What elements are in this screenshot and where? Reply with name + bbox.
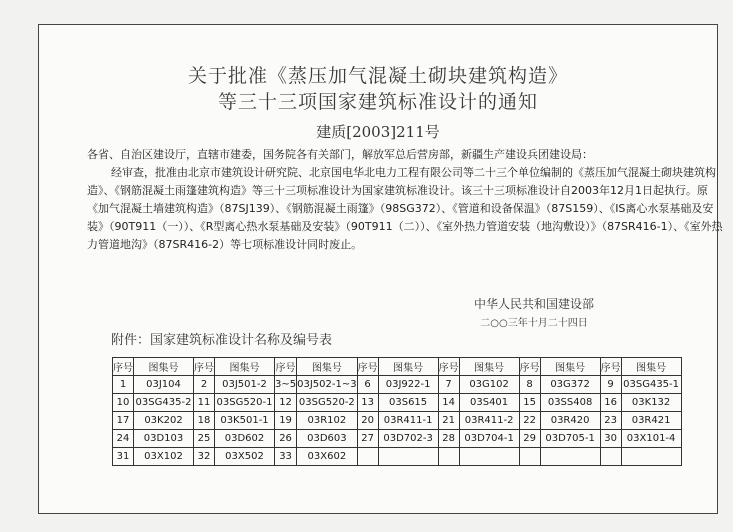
atlas-no-cell: 03K202 — [134, 412, 194, 430]
seq-no-cell: 18 — [194, 412, 215, 430]
table-row — [113, 376, 682, 394]
atlas-no-cell: 03X502 — [215, 448, 275, 466]
seq-no-cell: 3~5 — [275, 376, 297, 394]
atlas-no-cell: 03K501-1 — [215, 412, 275, 430]
notice-paragraph: 经审查，批准由北京市建筑设计研究院、北京国电华北电力工程有限公司等二十三个单位编制的《蒸压加气混凝土砌块建筑构造》、《钢筋混凝土雨篷建筑构造》等三十三项标准设计为国家建筑标准设计。该三十三项标准设计自2003年12月1日起执行。原《加气混凝土墙建筑构造》（87SJ139）、《钢筋混凝土雨篷》（98SG372）、《管道和设备保温》（87S159）、《IS离心水泵基础及安装》（90T911（一））、《R型离心热水泵基础及安装》（90T911（二））、《室外热力管道安装（地沟敷设）》（87SR416-1）、《室外热力管道地沟》（87SR416-2）等七项标准设计同时废止。 — [87, 166, 723, 251]
seq-no-cell: 17 — [113, 412, 134, 430]
seq-no-cell: 20 — [357, 412, 378, 430]
header-atlas-no: 图集号 — [134, 358, 194, 376]
notice-body — [87, 146, 727, 254]
issuing-organization: 中华人民共和国建设部 — [473, 297, 594, 311]
atlas-no-cell: 03D704-1 — [459, 430, 519, 448]
atlas-no-cell: 03X101-4 — [621, 430, 681, 448]
seq-no-cell: 25 — [194, 430, 215, 448]
seq-no-cell: 29 — [519, 430, 540, 448]
seq-no-cell: 13 — [357, 394, 378, 412]
atlas-no-cell — [459, 448, 519, 466]
header-atlas-no: 图集号 — [378, 358, 438, 376]
atlas-no-cell: 03SG435-1 — [621, 376, 681, 394]
atlas-no-cell: 03S615 — [378, 394, 438, 412]
atlas-no-cell: 03S401 — [459, 394, 519, 412]
seq-no-cell: 1 — [113, 376, 134, 394]
atlas-no-cell: 03SS408 — [540, 394, 600, 412]
seq-no-cell: 14 — [438, 394, 459, 412]
issue-date: 二○○三年十月二十四日 — [480, 318, 588, 329]
seq-no-cell: 22 — [519, 412, 540, 430]
atlas-no-cell: 03X602 — [297, 448, 357, 466]
seq-no-cell: 8 — [519, 376, 540, 394]
seq-no-cell: 12 — [275, 394, 297, 412]
atlas-no-cell: 03X102 — [134, 448, 194, 466]
atlas-no-cell: 03J104 — [134, 376, 194, 394]
atlas-no-cell — [378, 448, 438, 466]
atlas-no-cell: 03G372 — [540, 376, 600, 394]
atlas-no-cell: 03D602 — [215, 430, 275, 448]
atlas-no-cell: 03J502-1~3 — [297, 376, 357, 394]
seq-no-cell — [438, 448, 459, 466]
seq-no-cell: 28 — [438, 430, 459, 448]
atlas-no-cell: 03R421 — [621, 412, 681, 430]
document-number: 建质[2003]211号 — [316, 123, 440, 141]
seq-no-cell — [519, 448, 540, 466]
seq-no-cell: 10 — [113, 394, 134, 412]
atlas-no-cell: 03SG520-2 — [297, 394, 357, 412]
seq-no-cell: 24 — [113, 430, 134, 448]
seq-no-cell: 7 — [438, 376, 459, 394]
atlas-no-cell: 03J501-2 — [215, 376, 275, 394]
atlas-no-cell: 03R420 — [540, 412, 600, 430]
seq-no-cell: 6 — [357, 376, 378, 394]
seq-no-cell: 21 — [438, 412, 459, 430]
seq-no-cell: 2 — [194, 376, 215, 394]
atlas-no-cell: 03K132 — [621, 394, 681, 412]
seq-no-cell — [357, 448, 378, 466]
header-atlas-no: 图集号 — [215, 358, 275, 376]
seq-no-cell: 30 — [600, 430, 621, 448]
atlas-no-cell: 03J922-1 — [378, 376, 438, 394]
atlas-no-cell: 03G102 — [459, 376, 519, 394]
atlas-no-cell: 03R411-2 — [459, 412, 519, 430]
atlas-no-cell — [540, 448, 600, 466]
seq-no-cell: 19 — [275, 412, 297, 430]
seq-no-cell: 23 — [600, 412, 621, 430]
seq-no-cell: 31 — [113, 448, 134, 466]
seq-no-cell: 9 — [600, 376, 621, 394]
standards-table — [112, 357, 682, 466]
header-seq-no: 序号 — [275, 358, 297, 376]
table-row — [113, 448, 682, 466]
table-row — [113, 394, 682, 412]
seq-no-cell: 32 — [194, 448, 215, 466]
attachment-title: 附件：国家建筑标准设计名称及编号表 — [111, 333, 333, 348]
seq-no-cell: 26 — [275, 430, 297, 448]
seq-no-cell: 11 — [194, 394, 215, 412]
title-line-1: 关于批准《蒸压加气混凝土砌块建筑构造》 — [187, 65, 568, 87]
atlas-no-cell: 03SG435-2 — [134, 394, 194, 412]
header-seq-no: 序号 — [438, 358, 459, 376]
header-atlas-no: 图集号 — [621, 358, 681, 376]
document-page — [38, 24, 723, 514]
signature-block — [459, 295, 609, 329]
atlas-no-cell: 03SG520-1 — [215, 394, 275, 412]
seq-no-cell — [600, 448, 621, 466]
atlas-no-cell — [621, 448, 681, 466]
atlas-no-cell: 03D702-3 — [378, 430, 438, 448]
header-seq-no: 序号 — [113, 358, 134, 376]
seq-no-cell: 16 — [600, 394, 621, 412]
seq-no-cell: 27 — [357, 430, 378, 448]
header-seq-no: 序号 — [519, 358, 540, 376]
header-atlas-no: 图集号 — [459, 358, 519, 376]
header-atlas-no: 图集号 — [540, 358, 600, 376]
header-seq-no: 序号 — [600, 358, 621, 376]
seq-no-cell: 33 — [275, 448, 297, 466]
atlas-no-cell: 03R102 — [297, 412, 357, 430]
atlas-no-cell: 03D603 — [297, 430, 357, 448]
title-line-2: 等三十三项国家建筑标准设计的通知 — [217, 91, 538, 113]
atlas-no-cell: 03R411-1 — [378, 412, 438, 430]
header-seq-no: 序号 — [357, 358, 378, 376]
atlas-no-cell: 03D705-1 — [540, 430, 600, 448]
atlas-no-cell: 03D103 — [134, 430, 194, 448]
table-header-row — [113, 358, 682, 376]
salutation: 各省、自治区建设厅，直辖市建委，国务院各有关部门，解放军总后营房部，新疆生产建设兵团建设局： — [87, 148, 593, 161]
table-row — [113, 412, 682, 430]
seq-no-cell: 15 — [519, 394, 540, 412]
header-atlas-no: 图集号 — [297, 358, 357, 376]
header-seq-no: 序号 — [194, 358, 215, 376]
table-row — [113, 430, 682, 448]
